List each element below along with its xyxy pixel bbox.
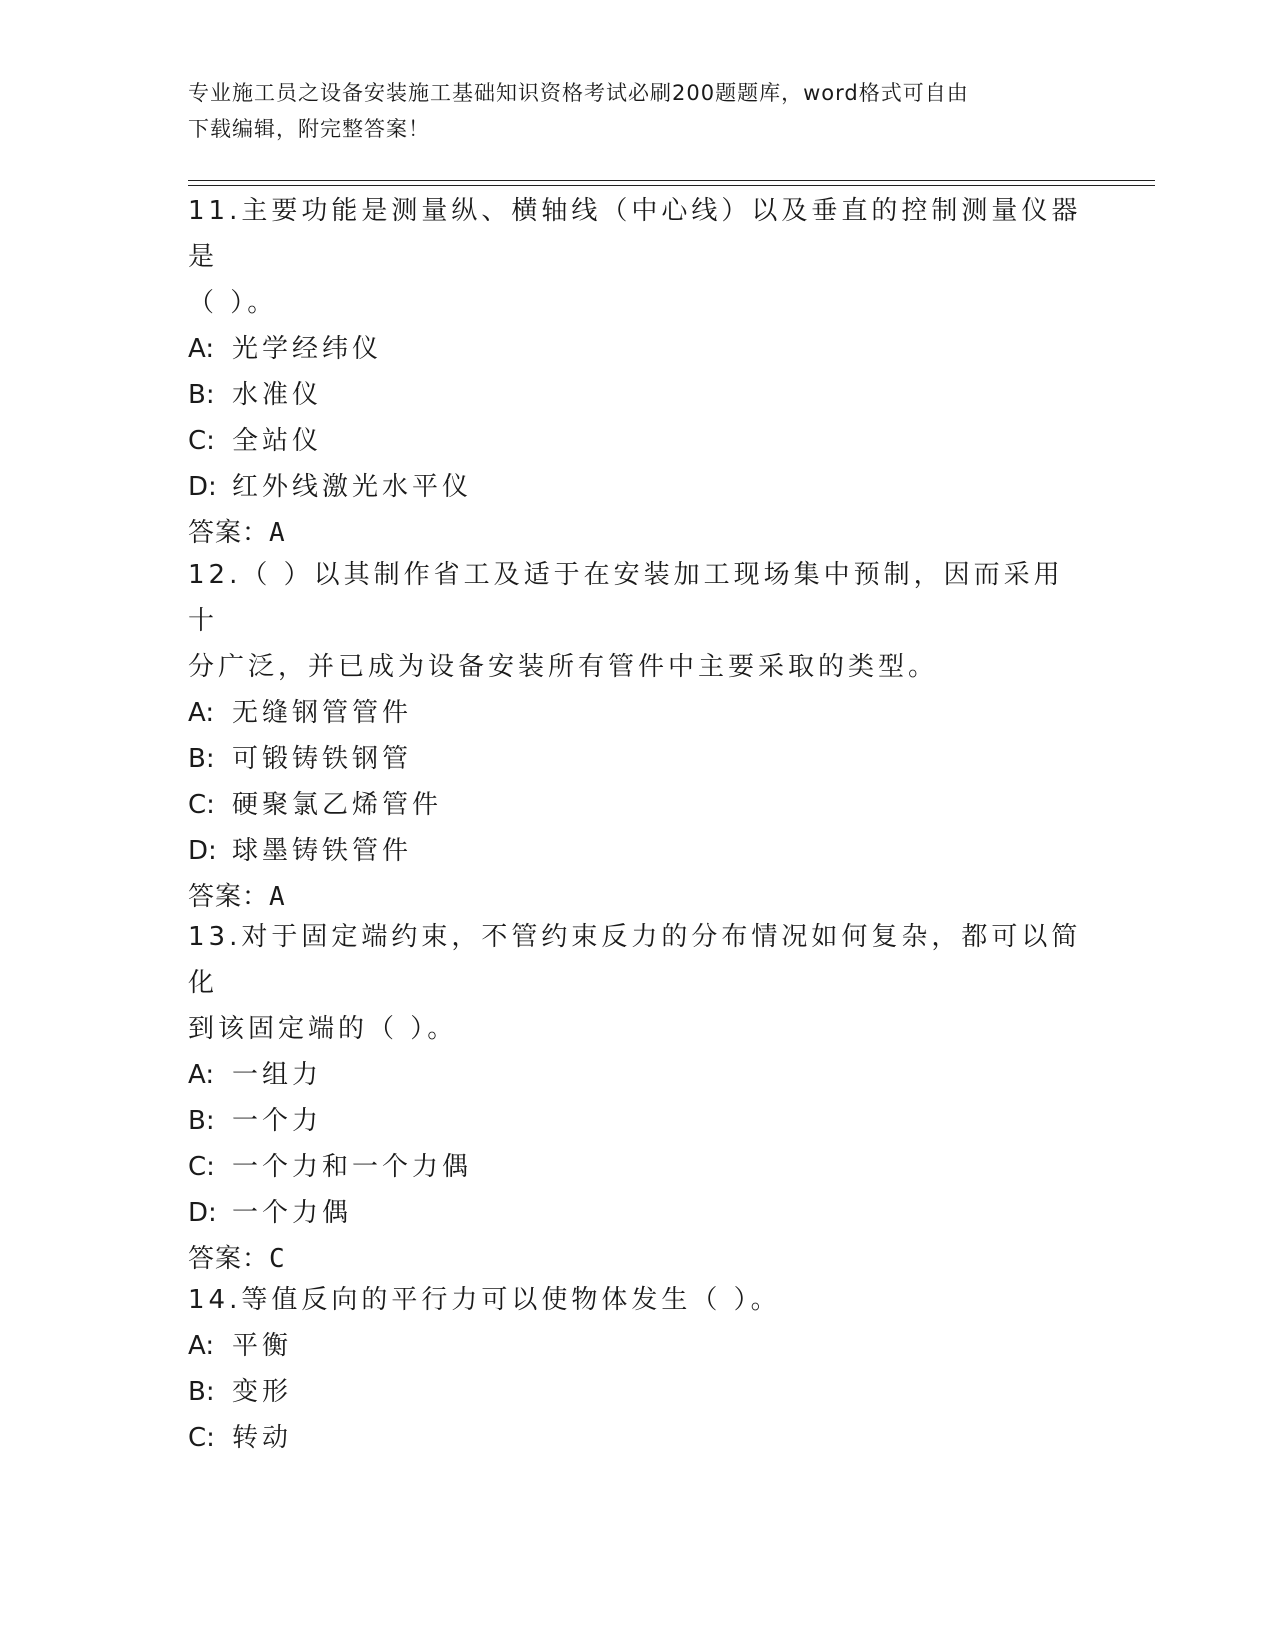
option-key: B: (188, 744, 215, 774)
question-stem-line-1: 11.主要功能是测量纵、横轴线（中心线）以及垂直的控制测量仪器是 (188, 196, 1082, 272)
option-text: 可锻铸铁钢管 (232, 744, 413, 774)
option-text: 一个力 (232, 1106, 323, 1136)
option-b (188, 1369, 1088, 1415)
question-stem-line-2: （ ）。 (188, 288, 278, 318)
option-key: B: (188, 1106, 215, 1136)
question-13 (188, 914, 1088, 1282)
option-text: 光学经纬仪 (232, 334, 383, 364)
option-key: B: (188, 1377, 215, 1407)
option-text: 一个力偶 (232, 1198, 353, 1228)
answer-line (188, 510, 1088, 556)
question-11 (188, 188, 1088, 556)
option-d (188, 464, 1088, 510)
option-a (188, 326, 1088, 372)
option-text: 红外线激光水平仪 (232, 472, 473, 502)
option-text: 平衡 (232, 1331, 293, 1361)
option-text: 硬聚氯乙烯管件 (232, 790, 443, 820)
option-b (188, 736, 1088, 782)
option-text: 全站仪 (232, 426, 323, 456)
option-key: B: (188, 380, 215, 410)
answer-value: A (269, 518, 286, 548)
option-text: 水准仪 (232, 380, 323, 410)
option-key: A: (188, 698, 215, 728)
option-key: A: (188, 1060, 215, 1090)
option-key: D: (188, 472, 217, 502)
option-c (188, 418, 1088, 464)
option-key: C: (188, 1423, 215, 1453)
option-text: 转动 (232, 1423, 293, 1453)
option-text: 一组力 (232, 1060, 323, 1090)
header-line-1: 专业施工员之设备安装施工基础知识资格考试必刷200题题库，word格式可自由 (188, 81, 969, 105)
question-12 (188, 552, 1088, 920)
option-key: C: (188, 426, 215, 456)
option-key: D: (188, 1198, 217, 1228)
option-key: C: (188, 1152, 215, 1182)
header-line-2: 下载编辑，附完整答案！ (188, 117, 430, 141)
question-stem-line-1: 13.对于固定端约束，不管约束反力的分布情况如何复杂，都可以简化 (188, 922, 1082, 998)
option-b (188, 1098, 1088, 1144)
question-stem-line-1: 14.等值反向的平行力可以使物体发生（ ）。 (188, 1285, 781, 1315)
answer-label: 答案： (188, 518, 270, 548)
answer-value: C (269, 1244, 286, 1274)
document-header (188, 75, 1068, 147)
option-d (188, 828, 1088, 874)
option-c (188, 1144, 1088, 1190)
answer-label: 答案： (188, 1244, 270, 1274)
option-b (188, 372, 1088, 418)
option-text: 球墨铸铁管件 (232, 836, 413, 866)
option-a (188, 1052, 1088, 1098)
option-text: 一个力和一个力偶 (232, 1152, 473, 1182)
option-text: 无缝钢管管件 (232, 698, 413, 728)
option-key: A: (188, 334, 215, 364)
question-stem-line-2: 到该固定端的（ ）。 (188, 1014, 458, 1044)
question-stem-line-2: 分广泛，并已成为设备安装所有管件中主要采取的类型。 (188, 652, 939, 682)
option-key: A: (188, 1331, 215, 1361)
answer-value: A (269, 882, 286, 912)
header-divider-bottom (188, 185, 1155, 186)
answer-line (188, 1236, 1088, 1282)
question-14 (188, 1277, 1088, 1461)
option-d (188, 1190, 1088, 1236)
option-a (188, 690, 1088, 736)
option-c (188, 1415, 1088, 1461)
option-text: 变形 (232, 1377, 293, 1407)
answer-label: 答案： (188, 882, 270, 912)
option-key: C: (188, 790, 215, 820)
option-c (188, 782, 1088, 828)
header-divider-top (188, 180, 1155, 181)
question-stem-line-1: 12.（ ）以其制作省工及适于在安装加工现场集中预制，因而采用十 (188, 560, 1064, 636)
option-a (188, 1323, 1088, 1369)
option-key: D: (188, 836, 217, 866)
